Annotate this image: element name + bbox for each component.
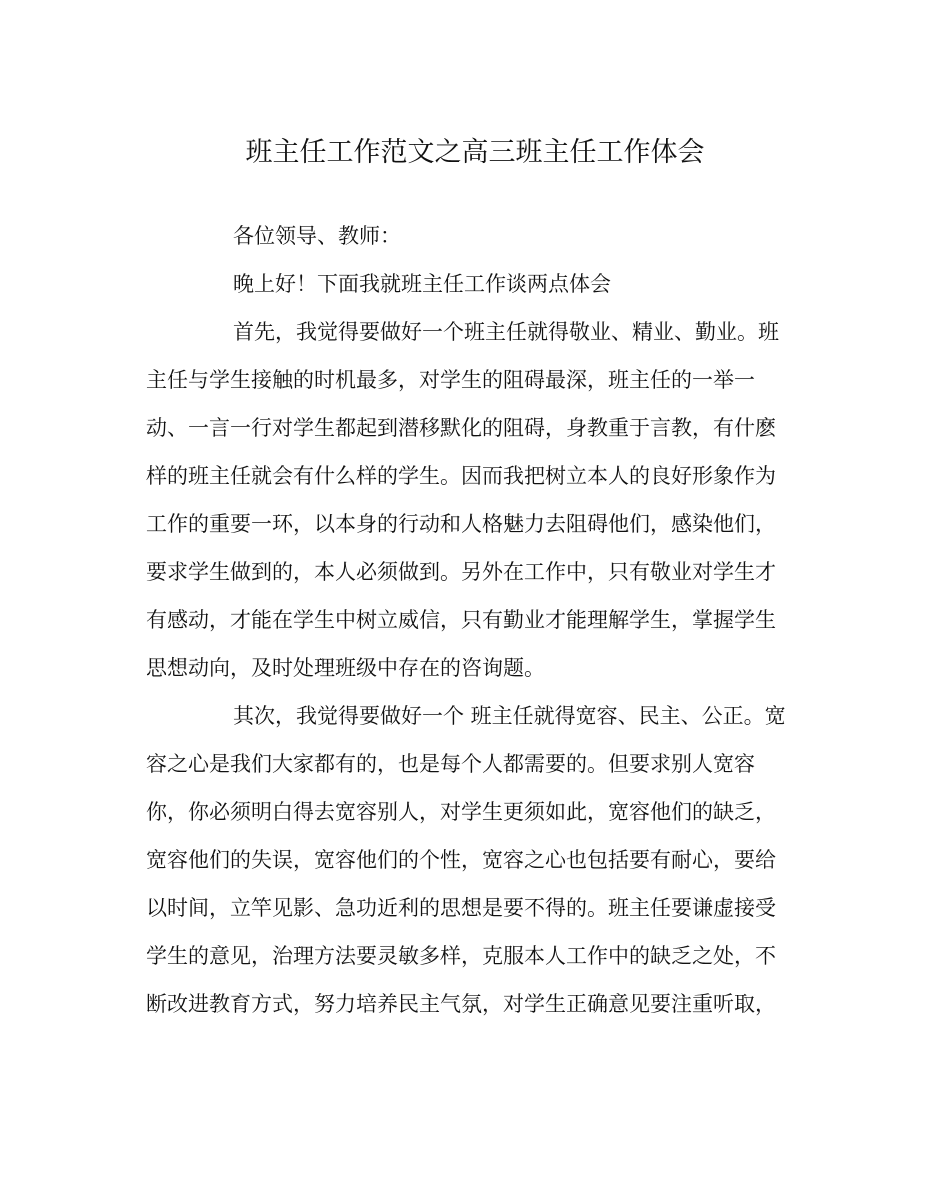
- salutation: 各位领导、教师：: [233, 224, 401, 248]
- paragraph-2-line-4: 宽容他们的失误，宽容他们的个性，宽容之心也包括要有耐心，要给: [146, 848, 776, 872]
- paragraph-2-line-5: 以时间，立竿见影、急功近利的思想是要不得的。班主任要谦虚接受: [146, 896, 776, 920]
- paragraph-2-line-6: 学生的意见，治理方法要灵敏多样，克服本人工作中的缺乏之处，不: [146, 944, 776, 968]
- paragraph-1-line-6: 要求学生做到的，本人必须做到。另外在工作中，只有敬业对学生才: [146, 560, 776, 584]
- paragraph-2-line-2: 容之心是我们大家都有的，也是每个人都需要的。但要求别人宽容: [146, 752, 755, 776]
- paragraph-2-line-1: 其次，我觉得要做好一个 班主任就得宽容、民主、公正。宽: [233, 704, 786, 728]
- paragraph-1-line-7: 有感动，才能在学生中树立威信，只有勤业才能理解学生，掌握学生: [146, 608, 776, 632]
- paragraph-1-line-4: 样的班主任就会有什么样的学生。因而我把树立本人的良好形象作为: [146, 464, 776, 488]
- paragraph-1-line-5: 工作的重要一环，以本身的行动和人格魅力去阻碍他们，感染他们，: [146, 512, 776, 536]
- paragraph-2-line-3: 你，你必须明白得去宽容别人，对学生更须如此，宽容他们的缺乏，: [146, 800, 776, 824]
- document-title: 班主任工作范文之高三班主任工作体会: [245, 137, 705, 168]
- paragraph-2-line-7: 断改进教育方式，努力培养民主气氛，对学生正确意见要注重听取，: [146, 992, 776, 1016]
- paragraph-1-line-3: 动、一言一行对学生都起到潜移默化的阻碍，身教重于言教，有什麽: [146, 416, 776, 440]
- greeting: 晚上好！下面我就班主任工作谈两点体会: [233, 272, 611, 296]
- paragraph-1-line-2: 主任与学生接触的时机最多，对学生的阻碍最深，班主任的一举一: [146, 368, 755, 392]
- paragraph-1-line-8: 思想动向，及时处理班级中存在的咨询题。: [146, 656, 545, 680]
- paragraph-1-line-1: 首先，我觉得要做好一个班主任就得敬业、精业、勤业。班: [233, 320, 779, 344]
